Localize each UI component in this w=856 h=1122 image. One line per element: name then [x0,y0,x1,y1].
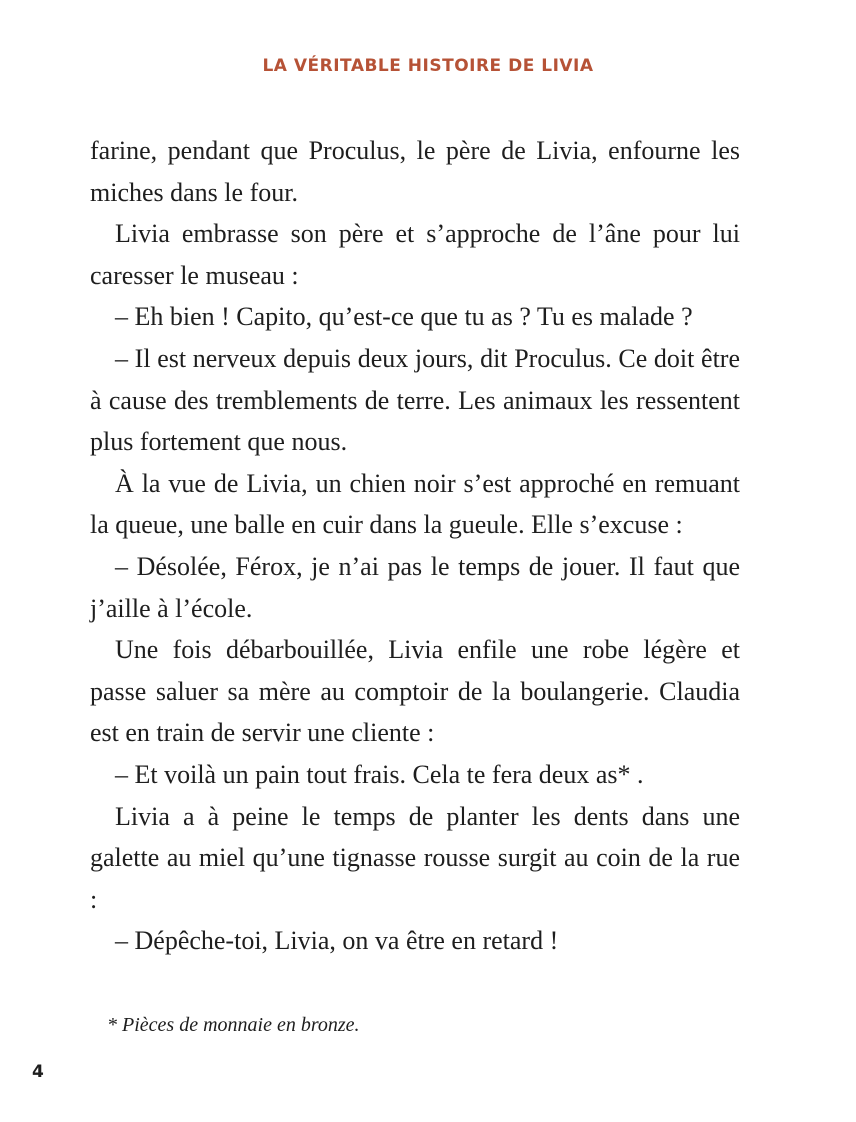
dialogue-line: – Désolée, Férox, je n’ai pas le temps de jouer. Il faut que j’aille à l’école. [90,551,740,623]
dialogue-line: – Dépêche-toi, Livia, on va être en retard ! [115,926,559,956]
dialogue-line: – Eh bien ! Capito, qu’est-ce que tu as ? Tu es malade ? [115,302,693,332]
paragraph: Livia embrasse son père et s’approche de l’âne pour lui caresser le museau : [90,219,740,290]
running-header-title: LA VÉRITABLE HISTOIRE DE LIVIA [262,56,594,76]
paragraph: Livia a à peine le temps de planter les dents dans une galette au miel qu’une tignasse rousse surgit au coin de la rue : [90,801,740,914]
dialogue-line: – Il est nerveux depuis deux jours, dit Proculus. Ce doit être à cause des tremblements de terre. Les animaux les ressentent plus fortement que nous. [90,343,740,457]
dialogue-line: – Et voilà un pain tout frais. Cela te fera deux as* . [115,759,644,789]
body-text [90,130,740,962]
paragraph: À la vue de Livia, un chien noir s’est approché en remuant la queue, une balle en cuir dans la gueule. Elle s’excuse : [90,468,740,540]
page-number: 4 [32,1062,44,1082]
paragraph: farine, pendant que Proculus, le père de Livia, enfourne les miches dans le four. [90,136,740,207]
footnote: * Pièces de monnaie en bronze. [107,1014,360,1036]
paragraph: Une fois débarbouillée, Livia enfile une robe légère et passe saluer sa mère au comptoir de la boulangerie. Claudia est en train de servir une cliente : [90,635,740,748]
